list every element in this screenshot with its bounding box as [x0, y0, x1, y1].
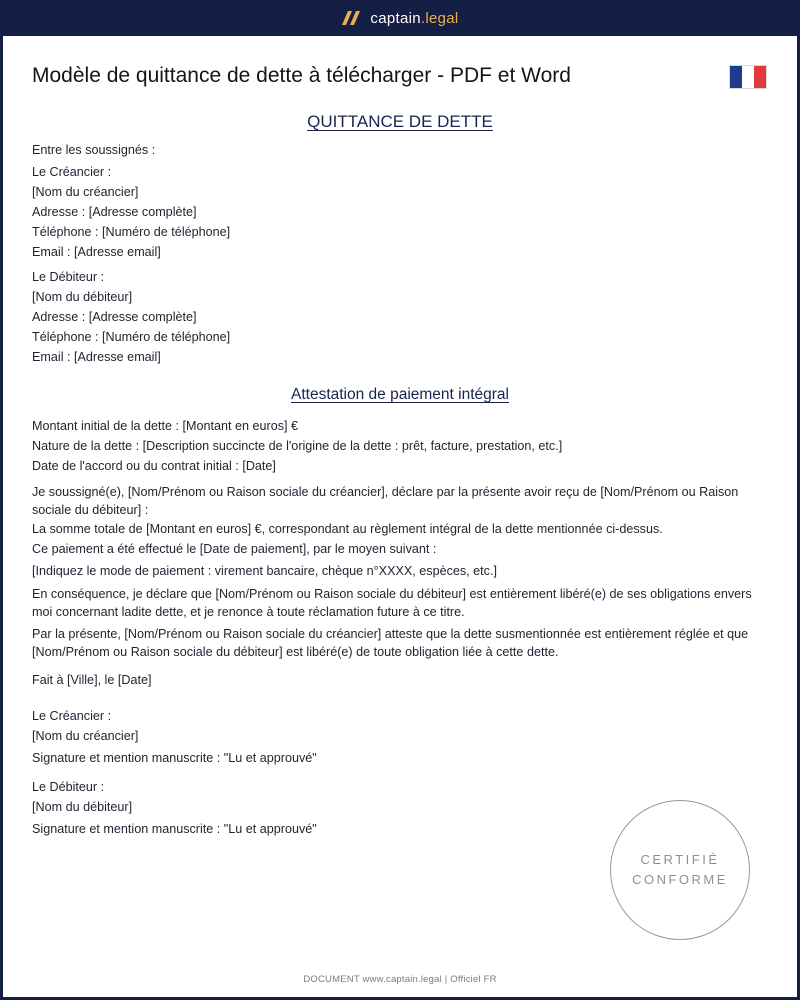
debt-amount: Montant initial de la dette : [Montant en euros] € — [32, 419, 299, 433]
flag-white-stripe — [742, 66, 754, 88]
france-flag-icon — [729, 65, 767, 89]
page-title: Modèle de quittance de dette à télécharger - PDF et Word — [32, 64, 571, 87]
body-paragraph-4: [Indiquez le mode de paiement : virement bancaire, chèque n°XXXX, espèces, etc.] — [32, 564, 497, 578]
brand-logo-link[interactable] — [341, 10, 458, 27]
brand-logo-icon — [341, 10, 361, 26]
debtor-label: Le Débiteur : — [32, 270, 105, 284]
brand-name-accent: .legal — [420, 9, 459, 27]
certified-stamp — [610, 800, 750, 940]
creditor-email: Email : [Adresse email] — [32, 245, 161, 259]
creditor-phone: Téléphone : [Numéro de téléphone] — [32, 225, 231, 239]
signature-creditor-label: Le Créancier : — [32, 709, 112, 723]
signature-debtor-name: [Nom du débiteur] — [32, 800, 133, 814]
stamp-line-1: CERTIFIÉ — [640, 852, 720, 867]
debt-date: Date de l'accord ou du contrat initial : [Date] — [32, 459, 276, 473]
brand-name-main: captain — [370, 9, 421, 27]
debt-nature: Nature de la dette : [Description succincte de l'origine de la dette : prêt, facture, prestation, etc.] — [32, 439, 563, 453]
creditor-name: [Nom du créancier] — [32, 185, 139, 199]
body-paragraph-3: Ce paiement a été effectué le [Date de paiement], par le moyen suivant : — [32, 542, 437, 556]
flag-red-stripe — [754, 66, 766, 88]
signature-creditor-name: [Nom du créancier] — [32, 729, 139, 743]
signature-debtor-mention: Signature et mention manuscrite : "Lu et approuvé" — [32, 822, 317, 836]
body-paragraph-5: En conséquence, je déclare que [Nom/Prénom ou Raison sociale du débiteur] est entièrement libéré(e) de ses obligations envers moi concernant ladite dette, et je renonce à toute réclamation future à ce titre. — [32, 587, 752, 619]
document-heading: QUITTANCE DE DETTE — [307, 112, 493, 131]
top-bar — [0, 0, 800, 36]
stamp-line-2: CONFORME — [632, 872, 728, 887]
place-date: Fait à [Ville], le [Date] — [32, 673, 152, 687]
creditor-label: Le Créancier : — [32, 165, 112, 179]
body-paragraph-6: Par la présente, [Nom/Prénom ou Raison sociale du créancier] atteste que la dette susmentionnée est entièrement réglée et que [Nom/Prénom ou Raison sociale du débiteur] est libéré(e) de toute obligation liée à cette dette. — [32, 627, 749, 659]
creditor-address: Adresse : [Adresse complète] — [32, 205, 197, 219]
debtor-email: Email : [Adresse email] — [32, 350, 161, 364]
signature-creditor-mention: Signature et mention manuscrite : "Lu et approuvé" — [32, 751, 317, 765]
flag-blue-stripe — [730, 66, 742, 88]
brand-name — [370, 10, 458, 27]
intro-text: Entre les soussignés : — [32, 143, 156, 157]
debtor-phone: Téléphone : [Numéro de téléphone] — [32, 330, 231, 344]
section-subheading: Attestation de paiement intégral — [291, 386, 509, 403]
signature-debtor-label: Le Débiteur : — [32, 780, 105, 794]
body-paragraph-1: Je soussigné(e), [Nom/Prénom ou Raison sociale du créancier], déclare par la présente avoir reçu de [Nom/Prénom ou Raison sociale du débiteur] : — [32, 485, 739, 517]
body-paragraph-2: La somme totale de [Montant en euros] €, correspondant au règlement intégral de la dette mentionnée ci-dessus. — [32, 522, 663, 536]
debtor-address: Adresse : [Adresse complète] — [32, 310, 197, 324]
debtor-name: [Nom du débiteur] — [32, 290, 133, 304]
footer-text: DOCUMENT www.captain.legal | Officiel FR — [303, 974, 497, 985]
